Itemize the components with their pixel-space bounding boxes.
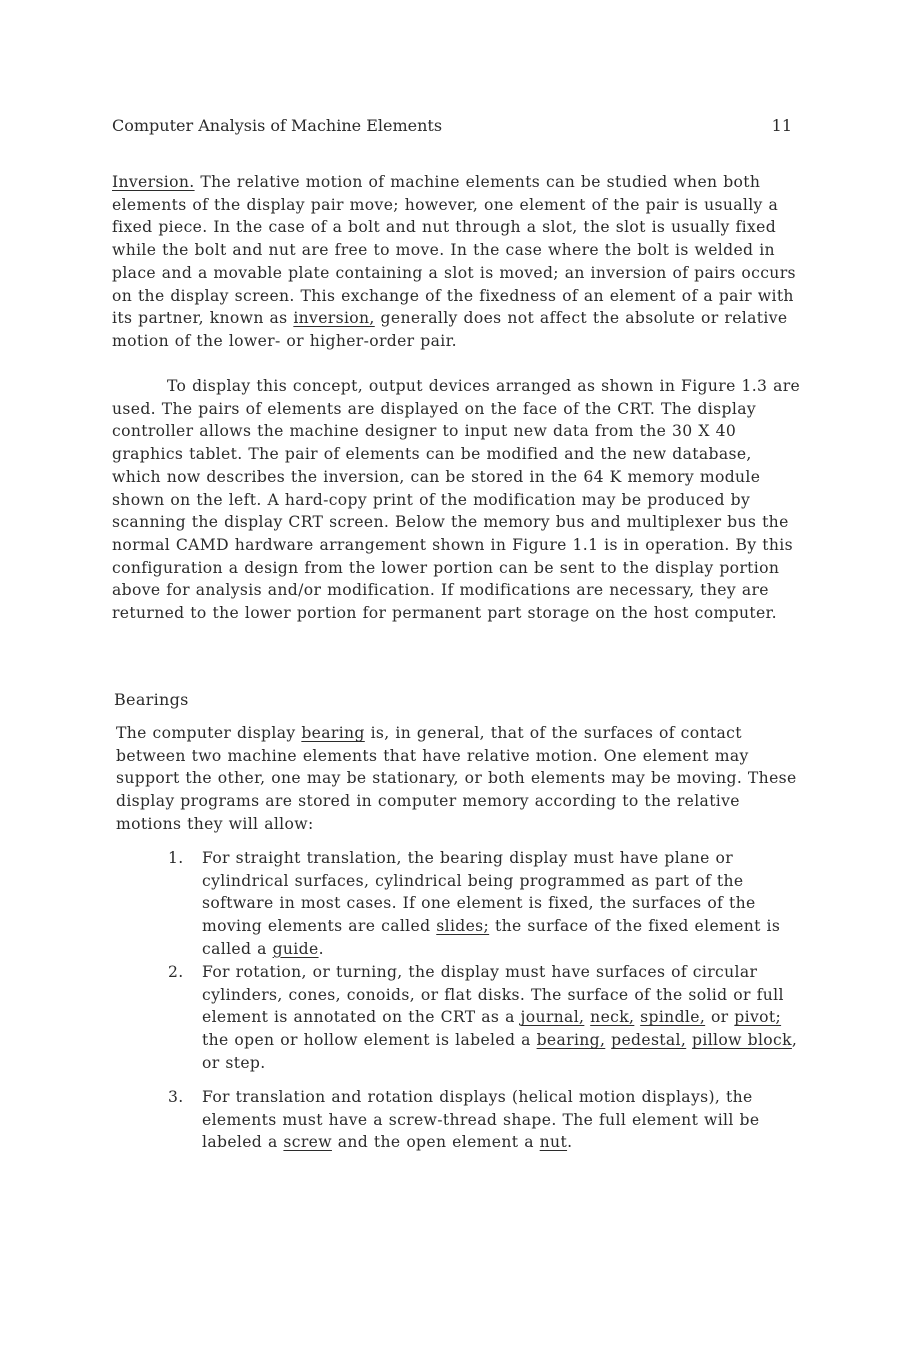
list-item bbox=[168, 1086, 808, 1154]
term-bearing: bearing bbox=[301, 724, 365, 742]
item3-text-2: and the open element a bbox=[331, 1133, 540, 1152]
list-number: 3. bbox=[168, 1088, 184, 1106]
term-nut: nut bbox=[539, 1133, 568, 1152]
item3-text-1: For translation and rotation displays (helical motion displays), the elements must have a screw-thread shape. The full element will be labeled a bbox=[202, 1088, 760, 1152]
item2-or: or bbox=[705, 1008, 735, 1027]
paragraph-inversion bbox=[112, 171, 802, 353]
term-slides: slides; bbox=[436, 917, 490, 936]
inversion-text-2: generally does not affect the absolute or relative motion of the lower- or higher-order pair. bbox=[112, 309, 788, 350]
term-bearing-2: bearing, bbox=[536, 1031, 606, 1050]
term-pillow-block: pillow block bbox=[692, 1031, 792, 1050]
bearings-text-2: is, in general, that of the surfaces of contact between two machine elements that have relative motion. One element may support the other, one may be stationary, or both elements may be moving. These display programs are stored in computer memory according to the relative motions they will allow: bbox=[116, 724, 797, 833]
item2-text-3: , or step. bbox=[202, 1031, 798, 1072]
section-heading-bearings: Bearings bbox=[114, 690, 189, 709]
item2-text-1: For rotation, or turning, the display must have surfaces of circular cylinders, cones, conoids, or flat disks. The surface of the solid or full element is annotated on the CRT as a bbox=[202, 963, 784, 1027]
running-header bbox=[112, 116, 792, 136]
term-guide: guide bbox=[272, 939, 319, 958]
term-screw: screw bbox=[283, 1133, 332, 1152]
list-item bbox=[168, 961, 808, 1075]
term-inversion: inversion, bbox=[293, 309, 375, 328]
bearings-text-1: The computer display bbox=[116, 724, 302, 742]
paragraph-bearings bbox=[116, 722, 802, 836]
term-inversion-heading: Inversion. bbox=[112, 173, 195, 191]
term-pedestal: pedestal, bbox=[611, 1031, 687, 1050]
list-item bbox=[168, 847, 808, 961]
paragraph-display-concept bbox=[112, 375, 802, 625]
list-number: 1. bbox=[168, 849, 184, 867]
running-title: Computer Analysis of Machine Elements bbox=[112, 116, 443, 135]
term-journal: journal, bbox=[520, 1008, 585, 1027]
list-number: 2. bbox=[168, 963, 184, 981]
item2-text-2: the open or hollow element is labeled a bbox=[202, 1031, 537, 1050]
term-spindle: spindle, bbox=[640, 1008, 706, 1027]
display-concept-text: To display this concept, output devices arranged as shown in Figure 1.3 are used. The pairs of elements are displayed on the face of the CRT. The display controller allows the machine designer to input new data from the 30 X 40 graphics tablet. The pair of elements can be modified and the new database, which now describes the inversion, can be stored in the 64 K memory module shown on the left. A hard-copy print of the modification may be produced by scanning the display CRT screen. Below the memory bus and multiplexer bus the normal CAMD hardware arrangement shown in Figure 1.1 is in operation. By this configuration a design from the lower portion can be sent to the display portion above for analysis and/or modification. If modifications are necessary, they are returned to the lower portion for permanent part storage on the host computer. bbox=[112, 377, 801, 623]
term-neck: neck, bbox=[590, 1008, 635, 1027]
page-number: 11 bbox=[771, 116, 792, 135]
item1-text-2: the surface of the fixed element is called a bbox=[202, 917, 781, 958]
item1-text-1: For straight translation, the bearing display must have plane or cylindrical surfaces, cylindrical being programmed as part of the software in most cases. If one element is fixed, the surfaces of the moving elements are called bbox=[202, 849, 756, 936]
item1-text-3: . bbox=[318, 939, 324, 958]
term-pivot: pivot; bbox=[734, 1008, 782, 1027]
item3-text-3: . bbox=[567, 1133, 573, 1152]
inversion-text-1: The relative motion of machine elements can be studied when both elements of the display pair move; however, one element of the pair is usually a fixed piece. In the case of a bolt and nut through a slot, the slot is usually fixed while the bolt and nut are free to move. In the case where the bolt is welded in place and a movable plate containing a slot is moved; an inversion of pairs occurs on the display screen. This exchange of the fixedness of an element of a pair with its partner, known as bbox=[112, 173, 796, 328]
